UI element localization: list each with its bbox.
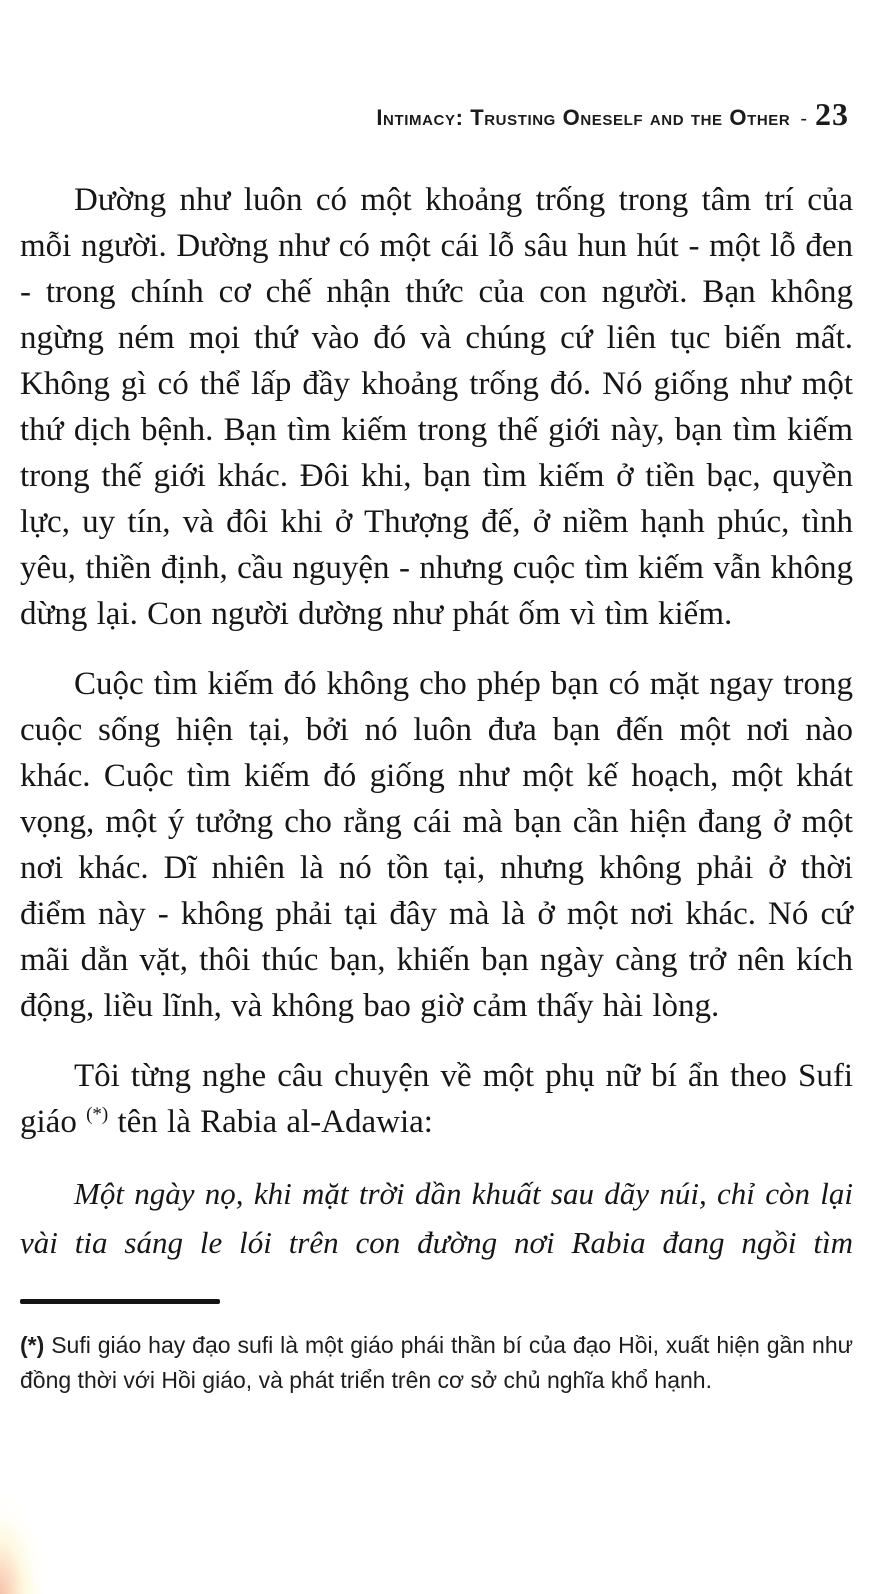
running-title: Intimacy: Trusting Oneself and the Other	[376, 105, 791, 130]
footnote-marker: (*)	[20, 1332, 45, 1358]
paragraph-4-story-quote: Một ngày nọ, khi mặt trời dần khuất sau dãy núi, chỉ còn lại vài tia sáng le lói trên con đường nơi Rabia đang ngồi tìm	[20, 1176, 853, 1260]
paragraph-3-text-before: Tôi từng nghe câu chuyện về một phụ nữ bí ẩn theo Sufi giáo	[20, 1058, 853, 1140]
paragraph-3	[20, 1053, 853, 1145]
footnote	[20, 1328, 853, 1398]
page-header	[0, 96, 875, 133]
page-number: 23	[815, 96, 849, 132]
footnote-divider-rule	[20, 1299, 220, 1304]
paragraph-1: Dường như luôn có một khoảng trống trong tâm trí của mỗi người. Dường như có một cái lỗ sâu hun hút - một lỗ đen - trong chính cơ chế nhận thức của con người. Bạn không ngừng ném mọi thứ vào đó và chúng cứ liên tục biến mất. Không gì có thể lấp đầy khoảng trống đó. Nó giống như một thứ dịch bệnh. Bạn tìm kiếm trong thế giới này, bạn tìm kiếm trong thế giới khác. Đôi khi, bạn tìm kiếm ở tiền bạc, quyền lực, uy tín, và đôi khi ở Thượng đế, ở niềm hạnh phúc, tình yêu, thiền định, cầu nguyện - nhưng cuộc tìm kiếm vẫn không dừng lại. Con người dường như phát ốm vì tìm kiếm.	[20, 182, 853, 632]
header-separator: -	[800, 108, 807, 130]
paragraph-2: Cuộc tìm kiếm đó không cho phép bạn có mặt ngay trong cuộc sống hiện tại, bởi nó luôn đưa bạn đến một nơi nào khác. Cuộc tìm kiếm đó giống như một kế hoạch, một khát vọng, một ý tưởng cho rằng cái mà bạn cần hiện đang ở một nơi khác. Dĩ nhiên là nó tồn tại, nhưng không phải ở thời điểm này - không phải tại đây mà là ở một nơi khác. Nó cứ mãi dằn vặt, thôi thúc bạn, khiến bạn ngày càng trở nên kích động, liều lĩnh, và không bao giờ cảm thấy hài lòng.	[20, 666, 853, 1024]
paragraph-3-text-after: tên là Rabia al-Adawia:	[117, 1104, 433, 1140]
footnote-text: Sufi giáo hay đạo sufi là một giáo phái thần bí của đạo Hồi, xuất hiện gần như đồng thời với Hồi giáo, và phát triển trên cơ sở chủ nghĩa khổ hạnh.	[20, 1332, 854, 1393]
page-body	[0, 177, 875, 1398]
scan-corner-smudge	[0, 1464, 70, 1594]
footnote-reference-marker: (*)	[86, 1104, 109, 1125]
